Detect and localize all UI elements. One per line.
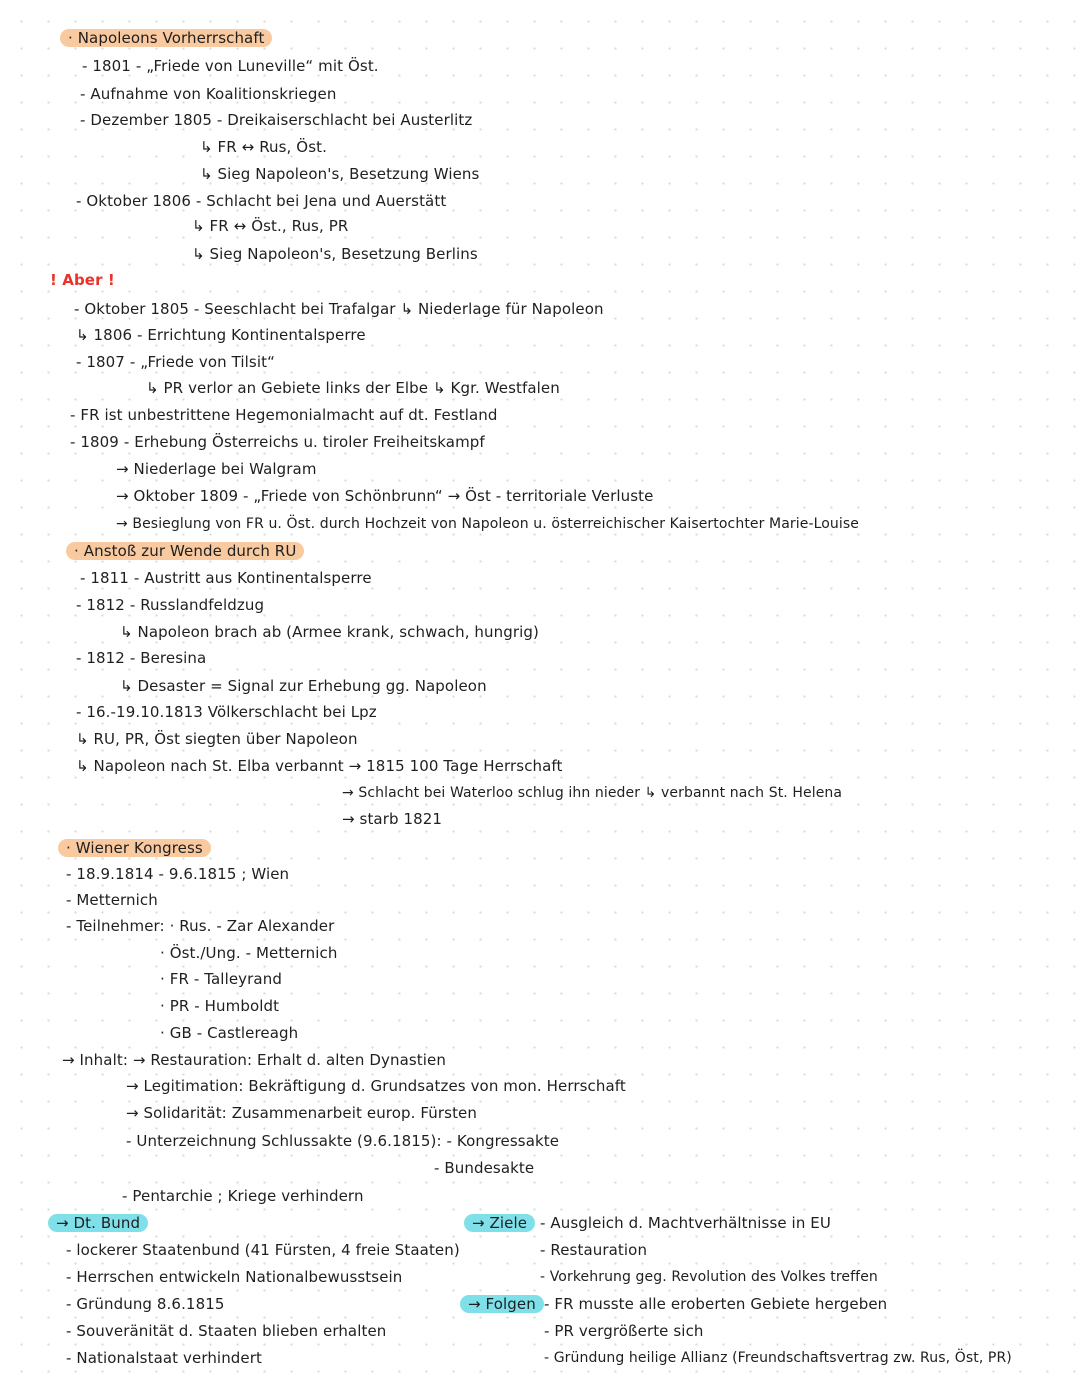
note-line: - Dezember 1805 - Dreikaiserschlacht bei Austerlitz: [80, 111, 473, 129]
note-line: · FR - Talleyrand: [160, 970, 282, 988]
note-line: - Gründung 8.6.1815: [66, 1295, 225, 1313]
note-line: · PR - Humboldt: [160, 997, 280, 1015]
note-line: - Oktober 1805 - Seeschlacht bei Trafalgar ↳ Niederlage für Napoleon: [74, 300, 604, 318]
note-line: ↳ Sieg Napoleon's, Besetzung Berlins: [192, 245, 478, 263]
note-line: - Pentarchie ; Kriege verhindern: [122, 1187, 364, 1205]
note-line: - FR ist unbestrittene Hegemonialmacht auf dt. Festland: [70, 406, 498, 424]
note-line: - Nationalstaat verhindert: [66, 1349, 263, 1367]
note-line: · Öst./Ung. - Metternich: [160, 944, 338, 962]
note-line: → Besieglung von FR u. Öst. durch Hochzeit von Napoleon u. österreichischer Kaisertochter Marie-Louise: [116, 516, 859, 532]
note-line: ↳ Sieg Napoleon's, Besetzung Wiens: [200, 165, 480, 183]
note-line: ↳ FR ↔ Rus, Öst.: [200, 138, 327, 156]
note-line: - 1812 - Russlandfeldzug: [76, 596, 265, 614]
note-line: → Niederlage bei Walgram: [116, 460, 317, 478]
note-line: - 1807 - „Friede von Tilsit“: [76, 353, 275, 371]
note-line: ↳ FR ↔ Öst., Rus, PR: [192, 217, 349, 235]
note-line: - 1811 - Austritt aus Kontinentalsperre: [80, 569, 372, 587]
note-line: → Schlacht bei Waterloo schlug ihn nieder ↳ verbannt nach St. Helena: [342, 785, 843, 801]
note-line: ↳ 1806 - Errichtung Kontinentalsperre: [76, 326, 366, 344]
note-line: ↳ Desaster = Signal zur Erhebung gg. Napoleon: [120, 677, 487, 695]
note-line: - 1801 - „Friede von Luneville“ mit Öst.: [82, 57, 379, 75]
section-heading-napoleons-vorherrschaft: · Napoleons Vorherrschaft: [60, 29, 272, 47]
note-line: - 1812 - Beresina: [76, 649, 207, 667]
note-line: - 16.-19.10.1813 Völkerschlacht bei Lpz: [76, 703, 377, 721]
note-line: - PR vergrößerte sich: [544, 1322, 704, 1340]
note-line: - 1809 - Erhebung Österreichs u. tiroler Freiheitskampf: [70, 433, 485, 451]
note-line: - Ausgleich d. Machtverhältnisse in EU: [540, 1214, 831, 1232]
note-line: - Herrschen entwickeln Nationalbewusstsein: [66, 1268, 403, 1286]
note-line: ↳ RU, PR, Öst siegten über Napoleon: [76, 730, 358, 748]
note-line: - Bundesakte: [434, 1159, 535, 1177]
note-line: ↳ PR verlor an Gebiete links der Elbe ↳ Kgr. Westfalen: [146, 379, 560, 397]
note-line: → Oktober 1809 - „Friede von Schönbrunn“ → Öst - territoriale Verluste: [116, 487, 654, 505]
warning-aber: ! Aber !: [50, 271, 115, 289]
note-line: - Aufnahme von Koalitionskriegen: [80, 85, 337, 103]
note-line: - lockerer Staatenbund (41 Fürsten, 4 freie Staaten): [66, 1241, 460, 1259]
note-line: · GB - Castlereagh: [160, 1024, 299, 1042]
note-line: ↳ Napoleon brach ab (Armee krank, schwach, hungrig): [120, 623, 539, 641]
note-line: - Vorkehrung geg. Revolution des Volkes treffen: [540, 1269, 878, 1285]
section-heading-anstoss-wende: · Anstoß zur Wende durch RU: [66, 542, 304, 560]
note-line: → starb 1821: [342, 810, 443, 828]
note-line: → Inhalt: → Restauration: Erhalt d. alten Dynastien: [62, 1051, 446, 1069]
note-line: - Unterzeichnung Schlussakte (9.6.1815): - Kongressakte: [126, 1132, 560, 1150]
note-line: - Restauration: [540, 1241, 648, 1259]
note-line: - 18.9.1814 - 9.6.1815 ; Wien: [66, 865, 290, 883]
note-line: - Souveränität d. Staaten blieben erhalten: [66, 1322, 387, 1340]
section-heading-wiener-kongress: · Wiener Kongress: [58, 839, 211, 857]
note-line: → Solidarität: Zusammenarbeit europ. Fürsten: [126, 1104, 477, 1122]
note-line: - Gründung heilige Allianz (Freundschaftsvertrag zw. Rus, Öst, PR): [544, 1350, 1012, 1366]
note-line: - FR musste alle eroberten Gebiete hergeben: [544, 1295, 888, 1313]
note-line: ↳ Napoleon nach St. Elba verbannt → 1815 100 Tage Herrschaft: [76, 757, 563, 775]
section-heading-ziele: → Ziele: [464, 1214, 535, 1232]
note-line: - Teilnehmer: · Rus. - Zar Alexander: [66, 917, 335, 935]
section-heading-dt-bund: → Dt. Bund: [48, 1214, 148, 1232]
note-line: - Oktober 1806 - Schlacht bei Jena und Auerstätt: [76, 192, 447, 210]
section-heading-folgen: → Folgen: [460, 1295, 544, 1313]
note-line: - Metternich: [66, 891, 158, 909]
note-line: → Legitimation: Bekräftigung d. Grundsatzes von mon. Herrschaft: [126, 1077, 626, 1095]
